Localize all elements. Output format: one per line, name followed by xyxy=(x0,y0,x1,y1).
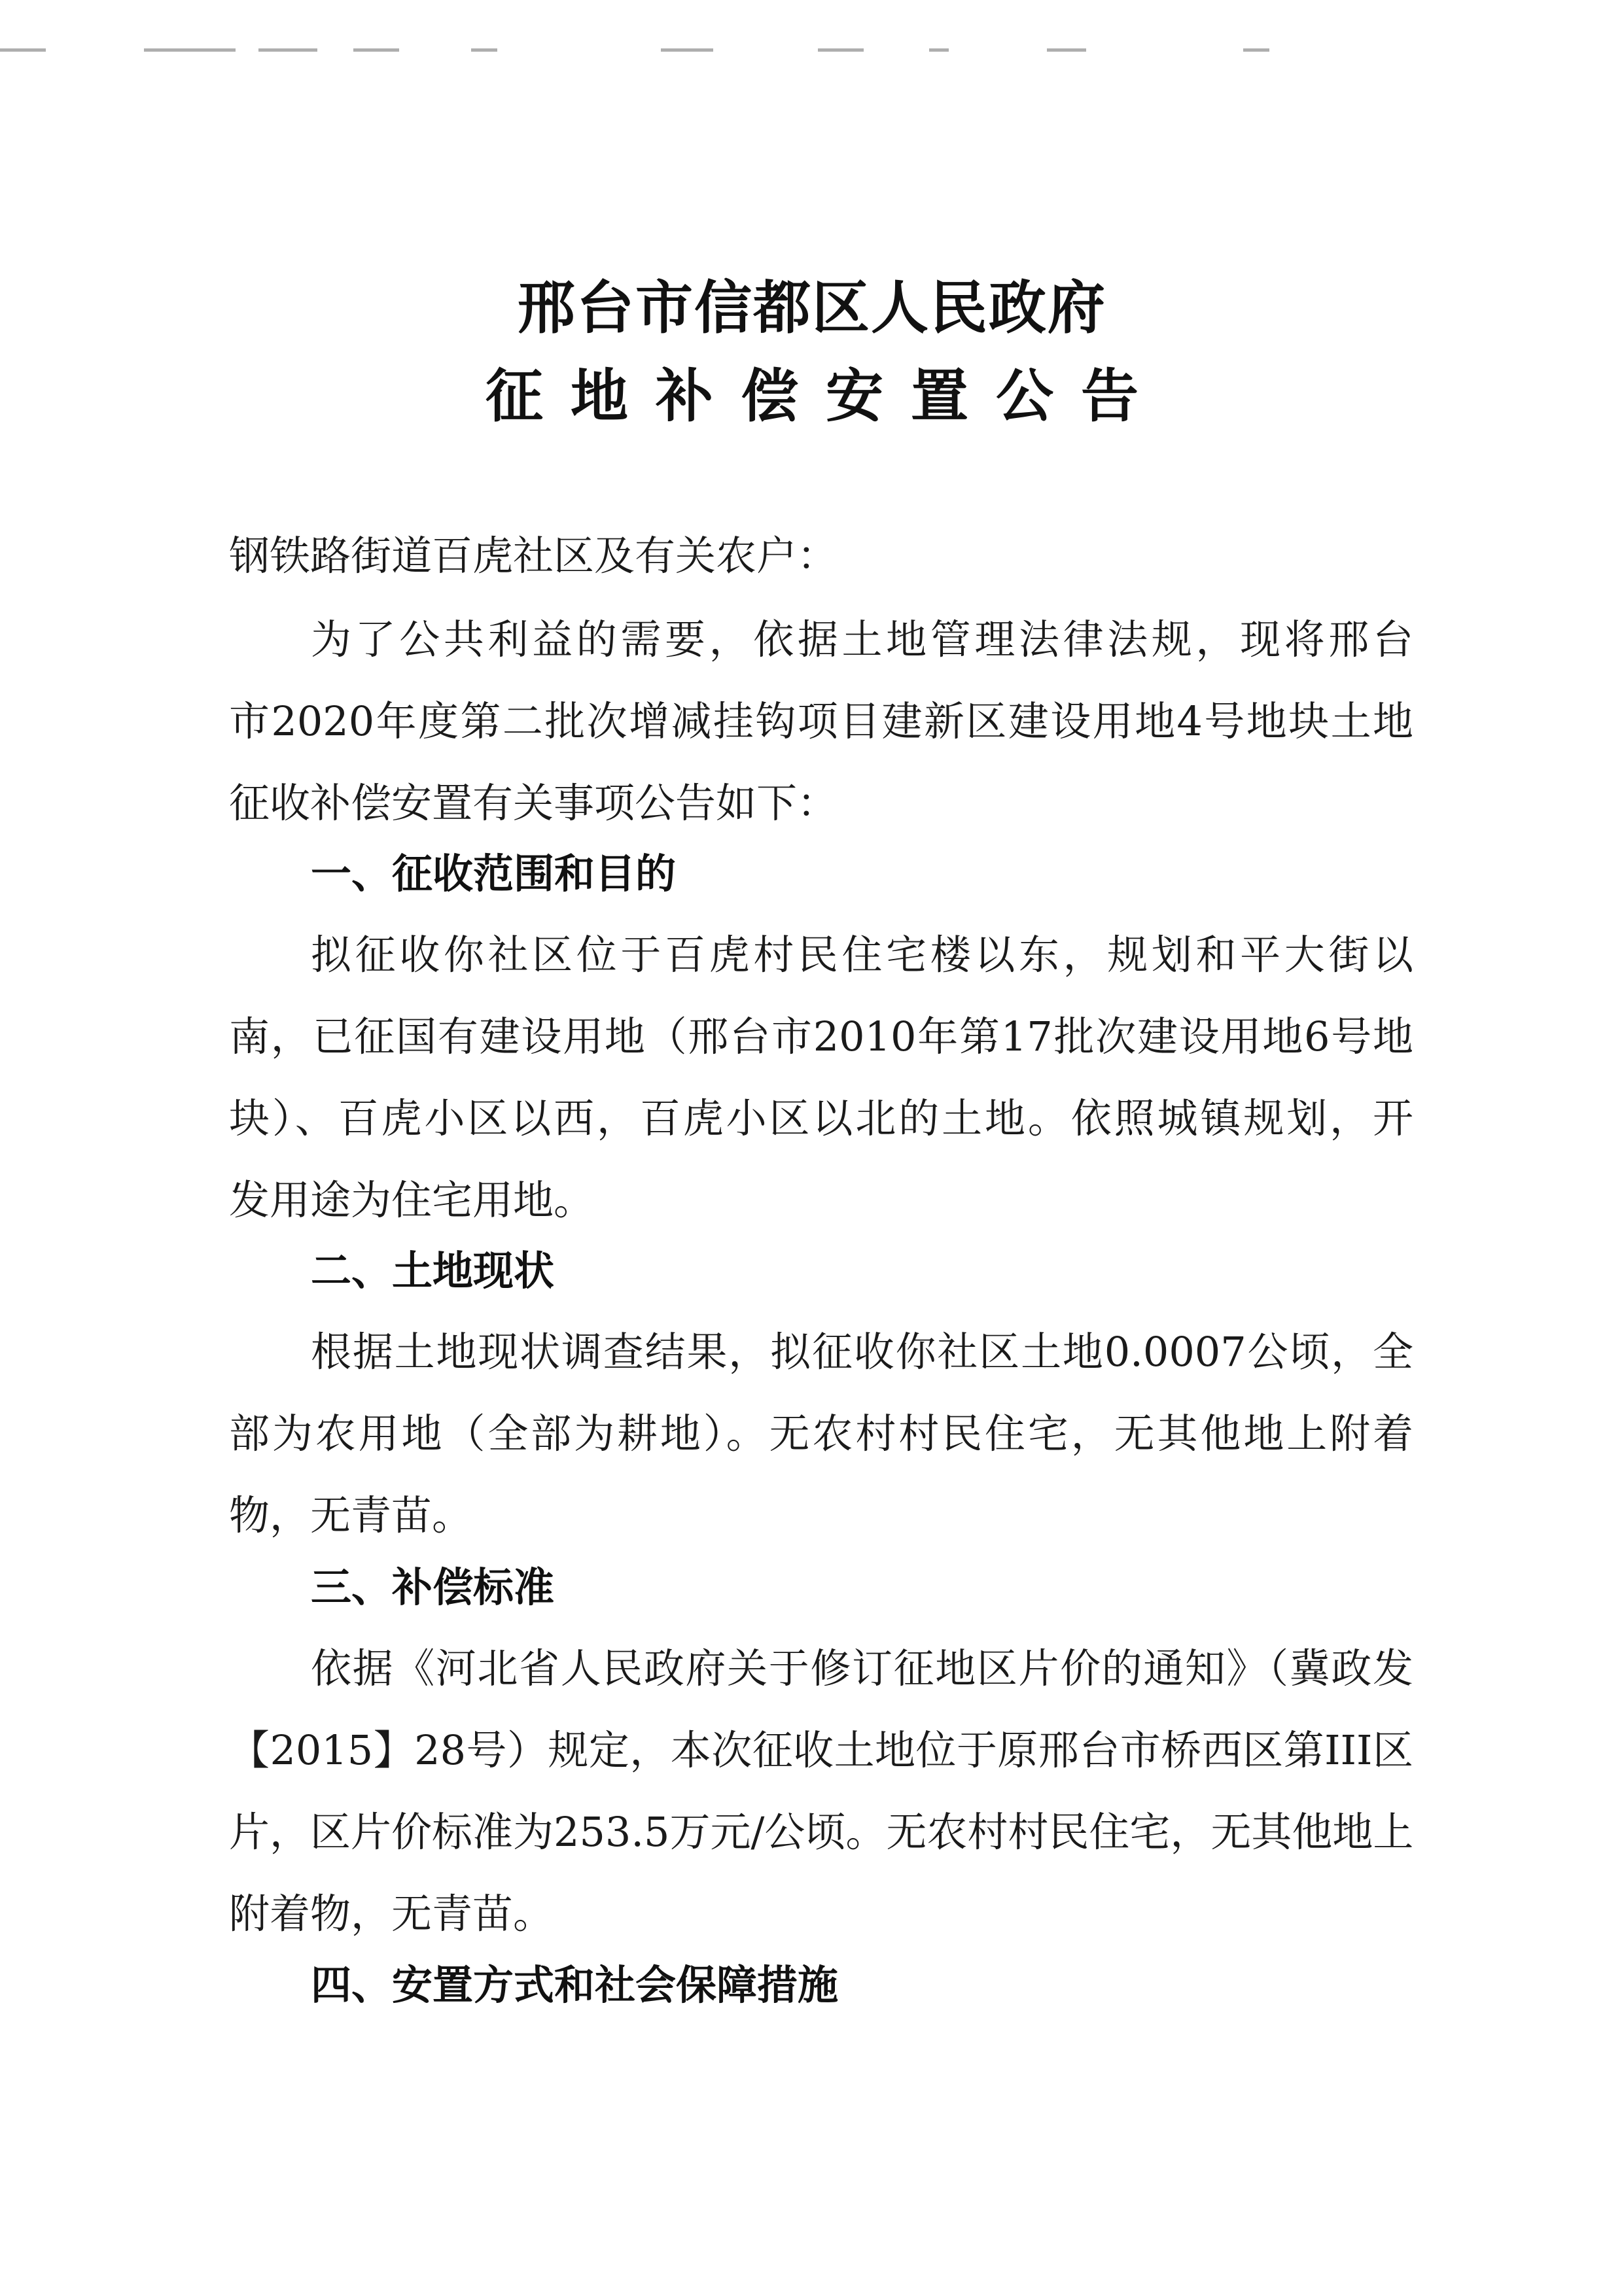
section-heading-resettlement: 四、安置方式和社会保障措施 xyxy=(311,1961,839,2009)
salutation: 钢铁路街道百虎社区及有关农户： xyxy=(229,532,838,580)
section-line: 南，已征国有建设用地（邢台市2010年第17批次建设用地6号地 xyxy=(229,1013,1413,1060)
section-line: 部为农用地（全部为耕地）。无农村村民住宅，无其他地上附着 xyxy=(229,1410,1413,1457)
section-heading-land-status: 二、土地现状 xyxy=(311,1247,555,1295)
section-line: 发用途为住宅用地。 xyxy=(229,1176,595,1224)
section-line: 块）、百虎小区以西，百虎小区以北的土地。依照城镇规划，开 xyxy=(229,1094,1413,1142)
scan-artifact-marks xyxy=(0,46,1624,55)
intro-line: 为了公共利益的需要，依据土地管理法律法规，现将邢台 xyxy=(311,616,1413,663)
section-line: 根据土地现状调查结果，拟征收你社区土地0.0007公顷，全 xyxy=(311,1328,1413,1376)
document-title: 邢台市信都区人民政府 xyxy=(517,273,1106,341)
intro-line: 市2020年度第二批次增减挂钩项目建新区建设用地4号地块土地 xyxy=(229,697,1413,745)
section-heading-compensation: 三、补偿标准 xyxy=(311,1563,555,1611)
section-line: 片，区片价标准为253.5万元/公顷。无农村村民住宅，无其他地上 xyxy=(229,1808,1414,1856)
document-subtitle: 征地补偿安置公告 xyxy=(485,362,1166,430)
section-line: 拟征收你社区位于百虎村民住宅楼以东，规划和平大街以 xyxy=(311,931,1413,979)
section-line: 附着物，无青苗。 xyxy=(229,1890,554,1938)
section-line: 物，无青苗。 xyxy=(229,1491,473,1539)
intro-line: 征收补偿安置有关事项公告如下： xyxy=(229,779,838,827)
section-line: 【2015】28号）规定，本次征收土地位于原邢台市桥西区第III区 xyxy=(229,1726,1413,1774)
section-line: 依据《河北省人民政府关于修订征地区片价的通知》（冀政发 xyxy=(311,1644,1413,1692)
section-heading-scope: 一、征收范围和目的 xyxy=(311,850,677,897)
